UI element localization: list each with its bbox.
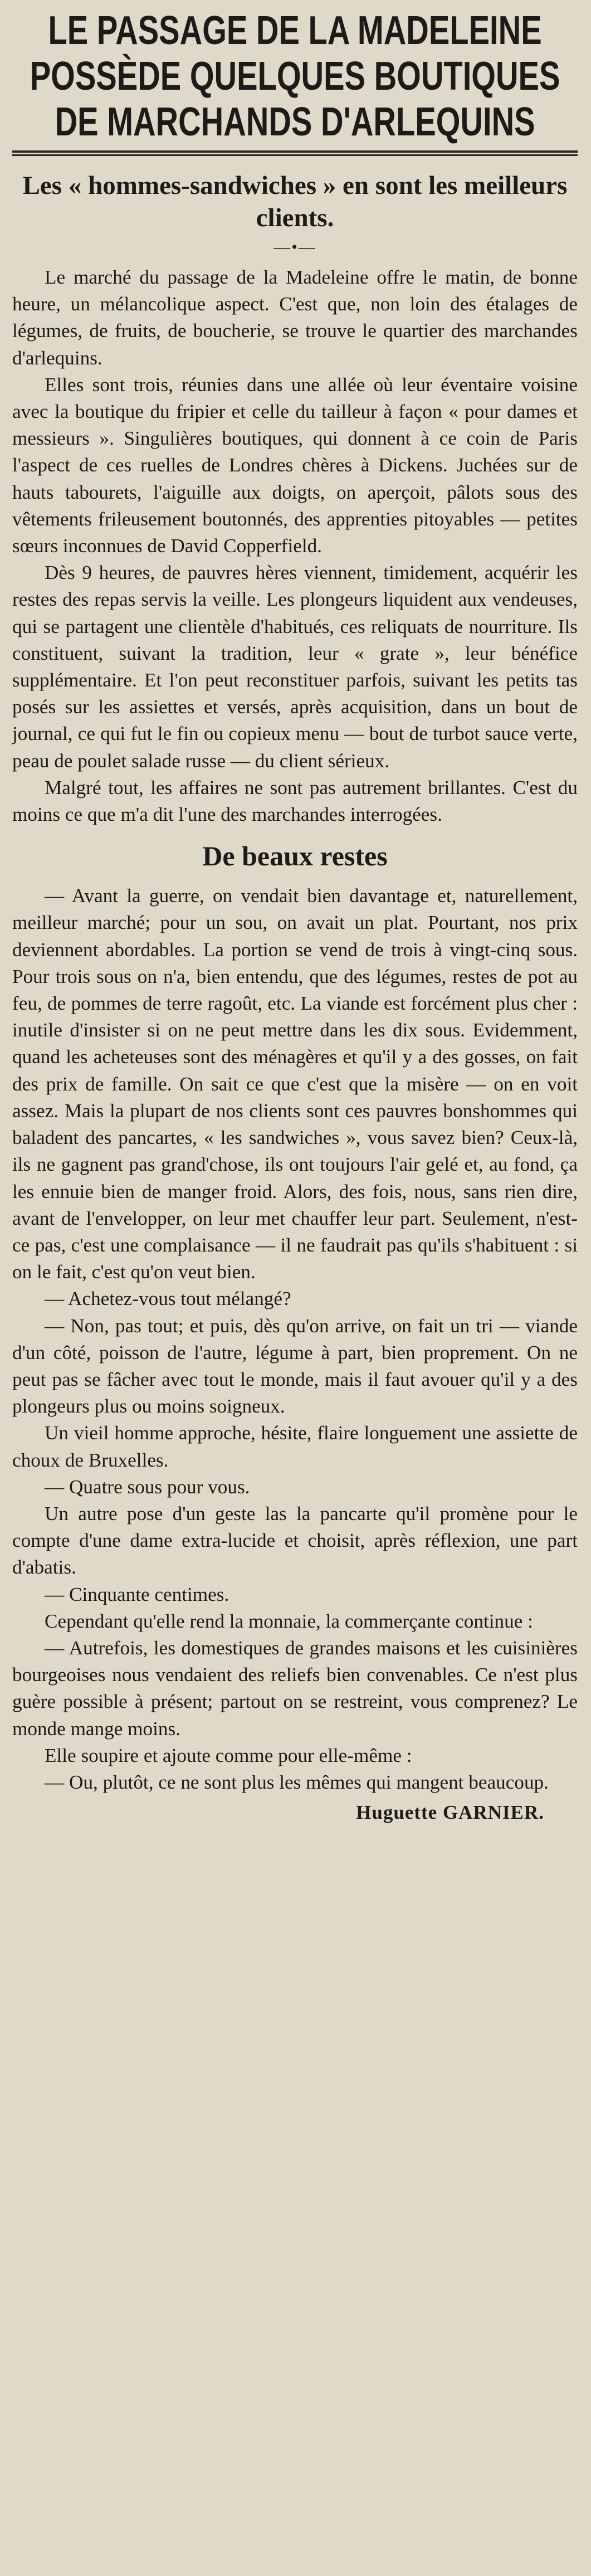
paragraph: — Quatre sous pour vous. bbox=[45, 1476, 250, 1498]
paragraph: — Achetez-vous tout mélangé? bbox=[45, 1288, 291, 1310]
headline bbox=[13, 0, 577, 145]
paragraph: Le marché du passage de la Madeleine offre le matin, de bonne heure, un mélancolique aspect. C'est que, non loin des étalages de légumes, de fruits, de boucherie, se trouve le quartier des marchandes d'arlequins. bbox=[12, 266, 578, 369]
subheadline: Les « hommes-sandwiches » en sont les meilleurs clients. bbox=[22, 171, 568, 232]
paragraph: — Autrefois, les domestiques de grandes maisons et les cuisinières bourgeoises nous vendaient des reliefs bien convenables. Ce n'est plus guère possible à présent; partout on se restreint, vous comprenez? Le monde mange moins. bbox=[12, 1637, 578, 1740]
paragraph: Dès 9 heures, de pauvres hères viennent, timidement, acquérir les restes des repas servis la veille. Les plongeurs liquident aux vendeuses, qui se partagent une clientèle d'habitués, ces reliquats de nourriture. Ils constituent, suivant la tradition, leur « grate », leur bénéfice supplémentaire. Et l'on peut reconstituer parfois, suivant les petits tas posés sur les assiettes et versés, après acquisition, dans un bout de journal, ce qui fut le fin ou copieux menu — bout de turbot sauce verte, peau de poulet salade russe — du client sérieux. bbox=[12, 562, 578, 772]
paragraph: — Avant la guerre, on vendait bien davantage et, naturellement, meilleur marché; pour un sou, on avait un plat. Pourtant, nos prix deviennent abordables. La portion se vend de trois à vingt-cinq sous. Pour trois sous on n'a, bien entendu, que des légumes, restes de pot au feu, de pommes de terre ragoût, etc. La viande est forcément plus cher : inutile d'insister si on ne peut mettre dans les dix sous. Evidemment, quand les acheteuses sont des ménagères et qu'il y a des gosses, on fait des prix de famille. On sait ce que c'est que la misère — on en voit assez. Mais la plupart de nos clients sont ces pauvres bonshommes qui baladent des pancartes, « les sandwiches », vous savez bien? Ceux-là, ils ne gagnent pas grand'chose, ils ont toujours l'air gelé et, au fond, ça les ennuie bien de manger froid. Alors, des fois, nous, sans rien dire, avant de l'envelopper, on leur met chauffer leur part. Seulement, n'est-ce pas, c'est une complaisance — il ne faudrait pas qu'ils s'habituent : si on le fait, c'est qu'on veut bien. bbox=[12, 885, 578, 1283]
headline-rule-bottom bbox=[12, 154, 578, 156]
headline-line-3: DE MARCHANDS D'ARLEQUINS bbox=[55, 100, 535, 144]
headline-rule-top bbox=[12, 150, 578, 153]
paragraph: Malgré tout, les affaires ne sont pas autrement brillantes. C'est du moins ce que m'a dit l'une des marchandes interrogées. bbox=[12, 776, 578, 826]
author-signature: Huguette GARNIER. bbox=[356, 1801, 544, 1824]
section-heading: De beaux restes bbox=[202, 840, 388, 872]
paragraph: Cependant qu'elle rend la monnaie, la commerçante continue : bbox=[45, 1610, 533, 1632]
paragraph: — Cinquante centimes. bbox=[45, 1583, 229, 1605]
article-body-part-1 bbox=[12, 264, 578, 828]
paragraph: — Ou, plutôt, ce ne sont plus les mêmes qui mangent beaucoup. bbox=[45, 1771, 549, 1793]
paragraph: Un vieil homme approche, hésite, flaire longuement une assiette de choux de Bruxelles. bbox=[12, 1422, 578, 1471]
headline-line-2: POSSÈDE QUELQUES BOUTIQUES bbox=[30, 54, 560, 99]
paragraph: Elle soupire et ajoute comme pour elle-même : bbox=[45, 1744, 412, 1766]
paragraph: Elles sont trois, réunies dans une allée où leur éventaire voisine avec la boutique du fripier et celle du tailleur à façon « pour dames et messieurs ». Singulières boutiques, qui donnent à ce coin de Paris l'aspect de ces ruelles de Londres chères à Dickens. Juchées sur de hauts tabourets, l'aiguille aux doigts, on aperçoit, pâlots sous des vêtements frileusement boutonnés, des apprenties pitoyables — petites sœurs inconnues de David Copperfield. bbox=[12, 373, 578, 557]
ornament-divider: —•— bbox=[273, 238, 316, 256]
headline-line-1: LE PASSAGE DE LA MADELEINE bbox=[48, 8, 542, 53]
article-body-part-2 bbox=[12, 883, 578, 1796]
paragraph: — Non, pas tout; et puis, dès qu'on arrive, on fait un tri — viande d'un côté, poisson de l'autre, légume à part, bien proprement. On ne peut pas se fâcher avec tout le monde, mais il faut avouer qu'il y a des plongeurs plus ou moins soigneux. bbox=[12, 1314, 578, 1418]
paragraph: Un autre pose d'un geste las la pancarte qu'il promène pour le compte d'une dame extra-lucide et choisit, après réflexion, une part d'abatis. bbox=[12, 1502, 578, 1579]
